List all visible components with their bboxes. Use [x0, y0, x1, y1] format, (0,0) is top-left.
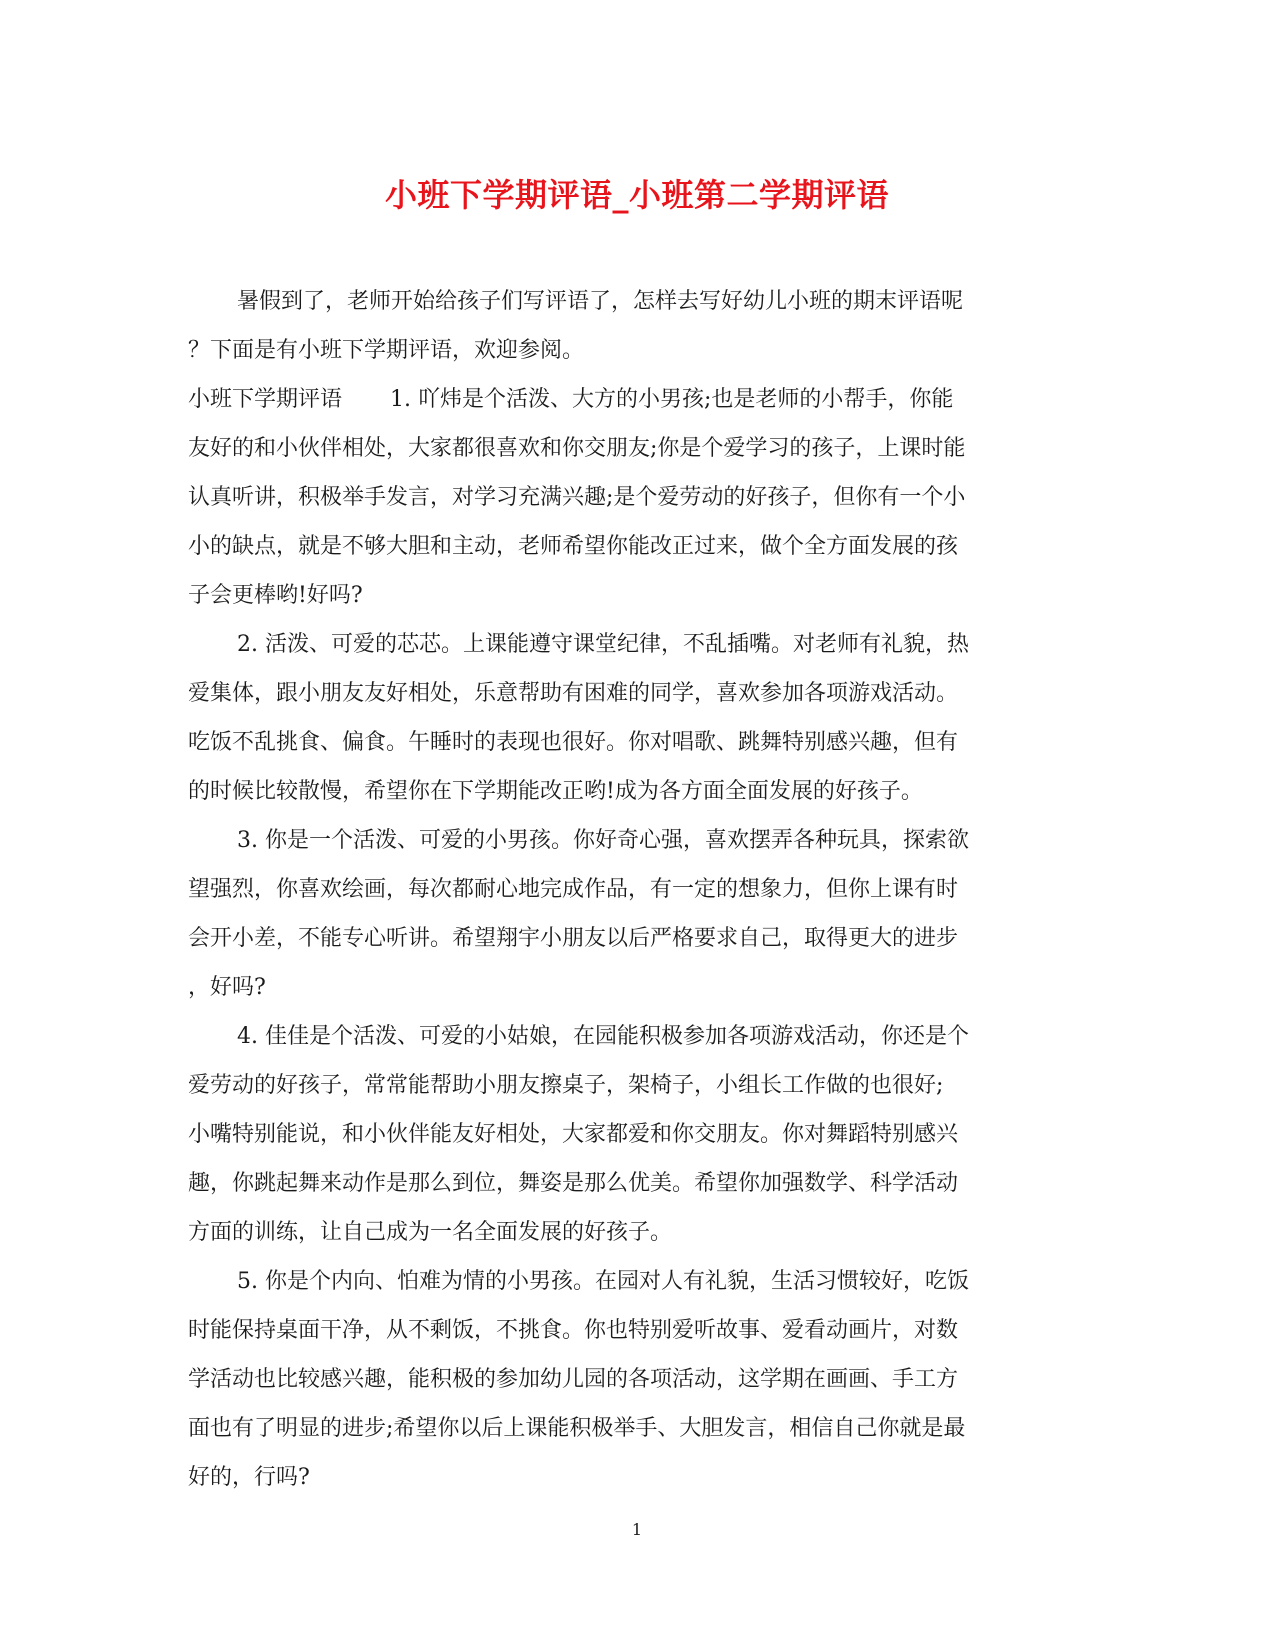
text-line: 3. 你是一个活泼、可爱的小男孩。你好奇心强，喜欢摆弄各种玩具，探索欲: [237, 828, 969, 853]
text-line: 子会更棒哟!好吗?: [188, 583, 363, 608]
text-line: 4. 佳佳是个活泼、可爱的小姑娘，在园能积极参加各项游戏活动，你还是个: [237, 1024, 969, 1049]
comment-item-3: [188, 816, 1078, 1012]
item-1-first-line: 1. 吖炜是个活泼、大方的小男孩;也是老师的小帮手，你能: [390, 387, 954, 412]
text-line: ？下面是有小班下学期评语，欢迎参阅。: [188, 338, 585, 363]
text-line: 时能保持桌面干净，从不剩饭，不挑食。你也特别爱听故事、爱看动画片，对数: [188, 1318, 959, 1343]
text-line: 暑假到了，老师开始给孩子们写评语了，怎样去写好幼儿小班的期末评语呢: [237, 289, 964, 314]
text-line: 会开小差，不能专心听讲。希望翔宇小朋友以后严格要求自己，取得更大的进步: [188, 926, 959, 951]
text-line: 5. 你是个内向、怕难为情的小男孩。在园对人有礼貌，生活习惯较好，吃饭: [237, 1269, 969, 1294]
document-body: [188, 277, 1078, 1502]
text-line: [188, 375, 1078, 424]
page-number: 1: [631, 1520, 643, 1539]
comment-item-2: [188, 620, 1078, 816]
text-line: 吃饭不乱挑食、偏食。午睡时的表现也很好。你对唱歌、跳舞特别感兴趣，但有: [188, 730, 959, 755]
text-line: 的时候比较散慢，希望你在下学期能改正哟!成为各方面全面发展的好孩子。: [188, 779, 923, 804]
text-line: 小的缺点，就是不够大胆和主动，老师希望你能改正过来，做个全方面发展的孩: [188, 534, 959, 559]
comment-item-4: [188, 1012, 1078, 1257]
comment-item-1: [188, 375, 1078, 620]
text-line: 爱集体，跟小朋友友好相处，乐意帮助有困难的同学，喜欢参加各项游戏活动。: [188, 681, 959, 706]
text-line: 望强烈，你喜欢绘画，每次都耐心地完成作品，有一定的想象力，但你上课有时: [188, 877, 959, 902]
document-title: 小班下学期评语_小班第二学期评语: [384, 176, 889, 214]
text-line: 好的，行吗?: [188, 1465, 310, 1490]
text-line: 方面的训练，让自己成为一名全面发展的好孩子。: [188, 1220, 673, 1245]
intro-paragraph: [188, 277, 1078, 375]
text-line: ，好吗?: [188, 975, 266, 1000]
text-line: 友好的和小伙伴相处，大家都很喜欢和你交朋友;你是个爱学习的孩子，上课时能: [188, 436, 966, 461]
text-line: 爱劳动的好孩子，常常能帮助小朋友擦桌子，架椅子，小组长工作做的也很好;: [188, 1073, 944, 1098]
text-line: 学活动也比较感兴趣，能积极的参加幼儿园的各项活动，这学期在画画、手工方: [188, 1367, 959, 1392]
text-line: 小嘴特别能说，和小伙伴能友好相处，大家都爱和你交朋友。你对舞蹈特别感兴: [188, 1122, 959, 1147]
text-line: 认真听讲，积极举手发言，对学习充满兴趣;是个爱劳动的好孩子，但你有一个小: [188, 485, 966, 510]
text-line: 面也有了明显的进步;希望你以后上课能积极举手、大胆发言，相信自己你就是最: [188, 1416, 966, 1441]
text-line: 趣，你跳起舞来动作是那么到位，舞姿是那么优美。希望你加强数学、科学活动: [188, 1171, 959, 1196]
text-line: 2. 活泼、可爱的芯芯。上课能遵守课堂纪律，不乱插嘴。对老师有礼貌，热: [237, 632, 969, 657]
section-label: 小班下学期评语: [188, 387, 343, 412]
comment-item-5: [188, 1257, 1078, 1502]
